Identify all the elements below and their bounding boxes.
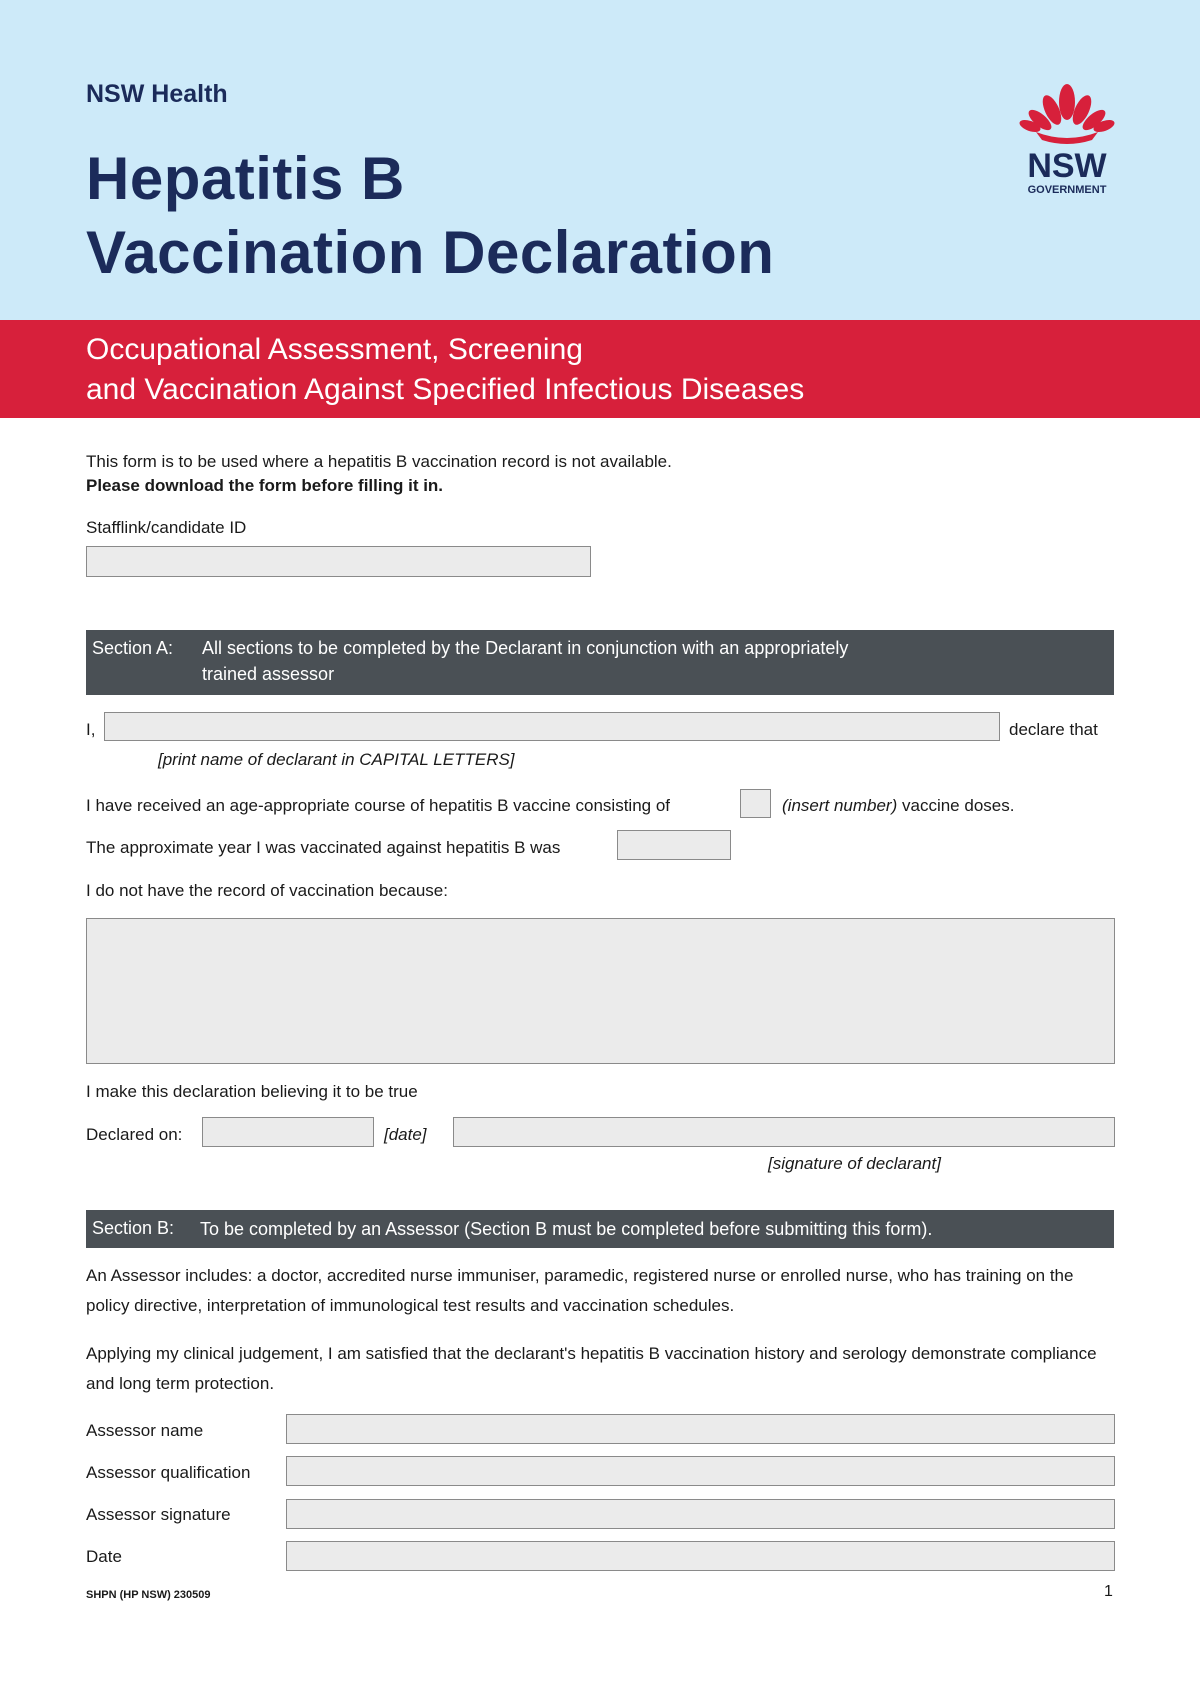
reason-label: I do not have the record of vaccination because: bbox=[86, 881, 448, 900]
assessor-name-input[interactable] bbox=[286, 1414, 1115, 1444]
document-code: SHPN (HP NSW) 230509 bbox=[86, 1589, 211, 1601]
section-a-label: Section A: bbox=[92, 638, 174, 658]
declared-on-label: Declared on: bbox=[86, 1125, 183, 1144]
assessor-signature-input[interactable] bbox=[286, 1499, 1115, 1529]
assessor-qualification-label: Assessor qualification bbox=[86, 1463, 251, 1482]
nsw-government-logo bbox=[1016, 82, 1118, 197]
subtitle bbox=[86, 330, 804, 410]
assessor-name-label: Assessor name bbox=[86, 1421, 204, 1440]
date-hint: [date] bbox=[384, 1125, 427, 1144]
declaration-date-input[interactable] bbox=[202, 1117, 374, 1147]
year-label: The approximate year I was vaccinated against hepatitis B was bbox=[86, 838, 561, 857]
assessor-qualification-input[interactable] bbox=[286, 1456, 1115, 1486]
print-name-hint: [print name of declarant in CAPITAL LETTERS] bbox=[158, 750, 515, 769]
assessor-signature-label: Assessor signature bbox=[86, 1505, 231, 1524]
assessor-statement: Applying my clinical judgement, I am satisfied that the declarant's hepatitis B vaccination history and serology demonstrate compliance and long term protection. bbox=[86, 1344, 1097, 1393]
logo-text: NSW bbox=[1027, 147, 1107, 185]
assessor-date-input[interactable] bbox=[286, 1541, 1115, 1571]
reason-textarea[interactable] bbox=[86, 918, 1115, 1064]
section-b-label: Section B: bbox=[92, 1218, 175, 1238]
subtitle-line-1: Occupational Assessment, Screening bbox=[86, 333, 583, 366]
declarant-name-input[interactable] bbox=[104, 712, 1000, 741]
doses-label: I have received an age-appropriate course of hepatitis B vaccine consisting of bbox=[86, 796, 671, 815]
org-name: NSW Health bbox=[86, 80, 228, 108]
logo-subtext: GOVERNMENT bbox=[1027, 184, 1107, 196]
section-a-description bbox=[202, 635, 848, 687]
doses-hint-line bbox=[782, 796, 1014, 816]
vaccination-year-input[interactable] bbox=[617, 830, 731, 860]
download-instruction: Please download the form before filling it in. bbox=[86, 476, 444, 495]
doses-hint: (insert number) bbox=[782, 796, 898, 815]
stafflink-label: Stafflink/candidate ID bbox=[86, 518, 247, 537]
title-line-2: Vaccination Declaration bbox=[86, 219, 775, 286]
section-a-text-line-2: trained assessor bbox=[202, 664, 335, 684]
assessor-definition: An Assessor includes: a doctor, accredited nurse immuniser, paramedic, registered nurse or enrolled nurse, who has training on the policy directive, interpretation of immunological test results and vaccination schedules. bbox=[86, 1266, 1074, 1315]
page-title bbox=[86, 142, 774, 290]
section-b-header bbox=[86, 1210, 1114, 1248]
declare-that-label: declare that bbox=[1009, 720, 1098, 739]
stafflink-id-input[interactable] bbox=[86, 546, 591, 577]
assessor-date-label: Date bbox=[86, 1547, 122, 1566]
intro-text: This form is to be used where a hepatitis B vaccination record is not available. bbox=[86, 452, 672, 471]
title-line-1: Hepatitis B bbox=[86, 145, 405, 212]
declarant-signature-input[interactable] bbox=[453, 1117, 1115, 1147]
subtitle-line-2: and Vaccination Against Specified Infectious Diseases bbox=[86, 373, 805, 406]
doses-number-input[interactable] bbox=[740, 789, 771, 818]
declaration-statement: I make this declaration believing it to be true bbox=[86, 1082, 418, 1101]
doses-suffix: vaccine doses. bbox=[902, 796, 1015, 815]
section-b-text: To be completed by an Assessor (Section B must be completed before submitting this form). bbox=[200, 1219, 933, 1239]
i-label: I, bbox=[86, 720, 96, 739]
signature-hint: [signature of declarant] bbox=[768, 1154, 941, 1173]
section-a-header bbox=[86, 630, 1114, 695]
section-a-text-line-1: All sections to be completed by the Declarant in conjunction with an appropriately bbox=[202, 638, 849, 658]
page-number: 1 bbox=[1104, 1583, 1113, 1600]
